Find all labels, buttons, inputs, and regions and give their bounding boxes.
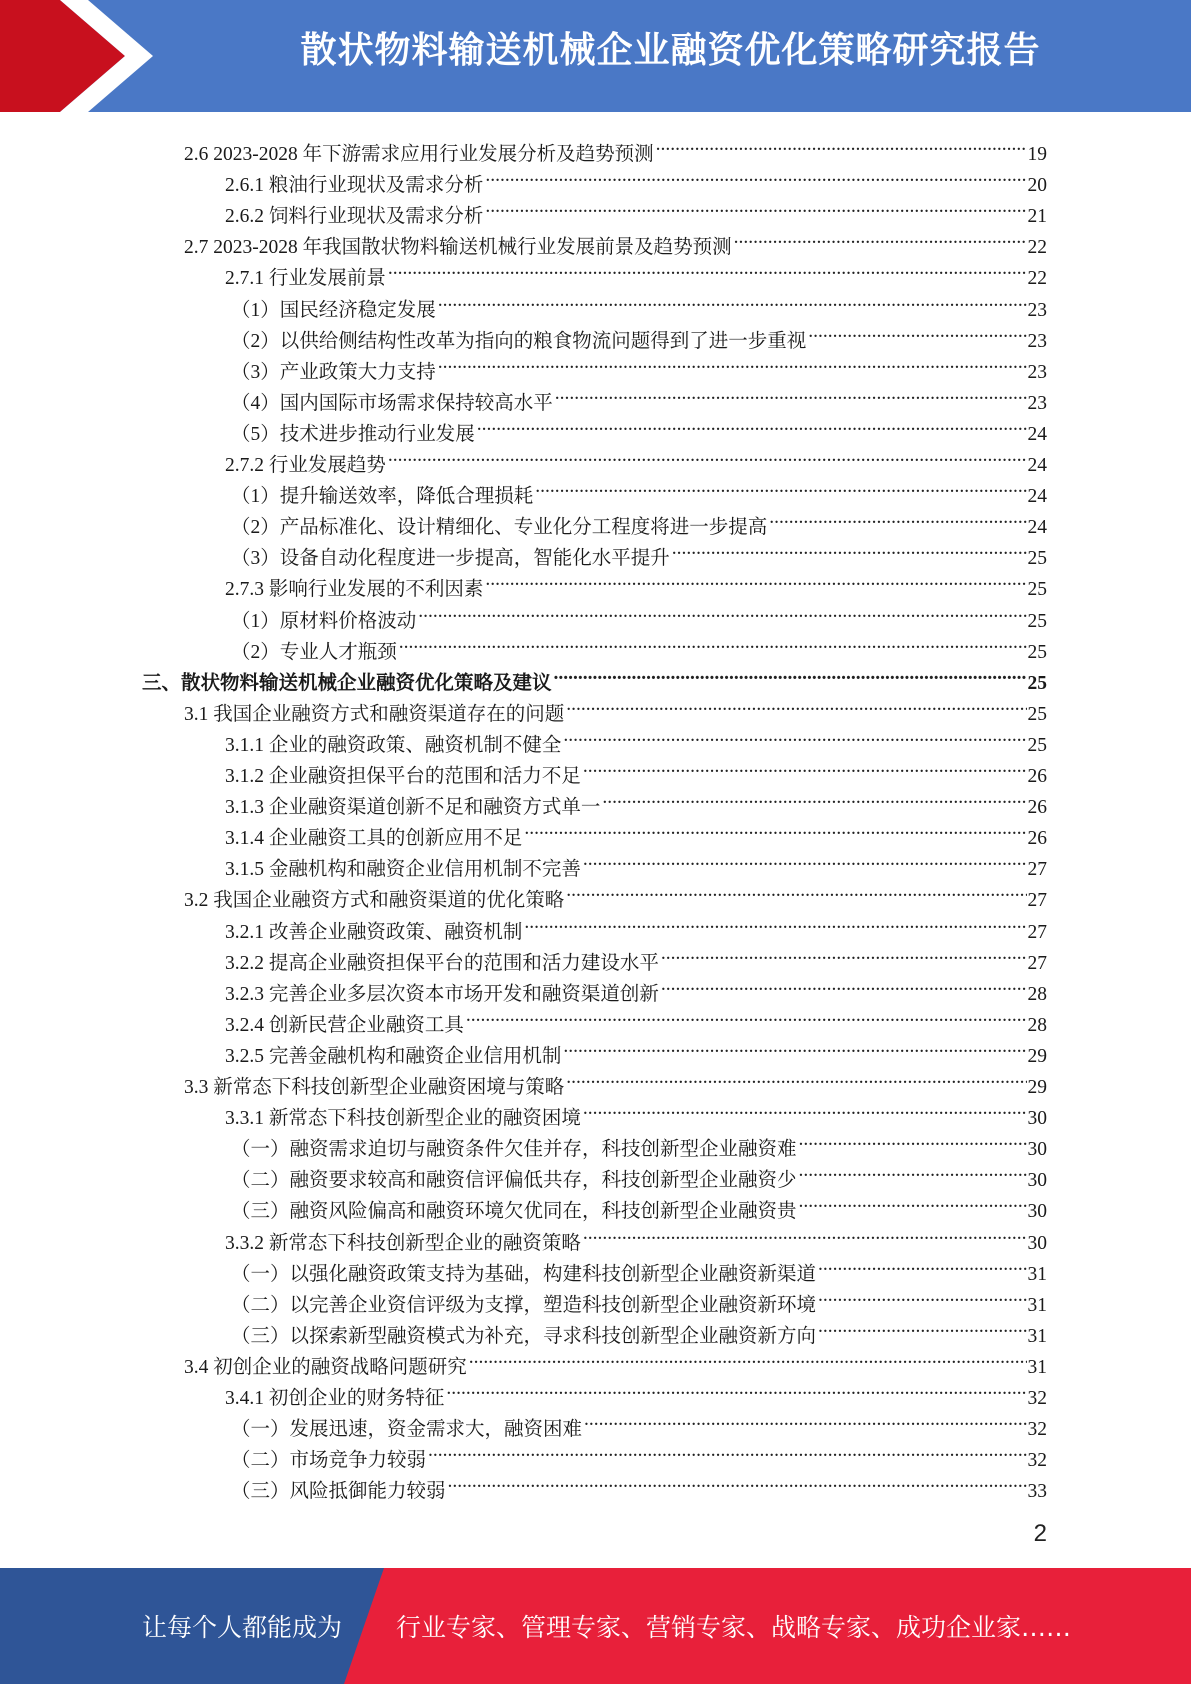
toc-entry-title: 3.1.3 企业融资渠道创新不足和融资方式单一 [225,797,601,819]
toc-entry[interactable] [231,1280,1047,1316]
toc-entry[interactable] [225,1093,1047,1130]
toc-entry[interactable] [225,253,1047,290]
toc-entry-page: 28 [1027,1014,1047,1036]
toc-leader-dots [524,813,1026,844]
toc-entry-title: （二）融资要求较高和融资信评偏低共存，科技创新型企业融资少 [231,1170,797,1192]
toc-leader-dots [672,533,1027,564]
toc-entry-page: 25 [1027,548,1047,570]
toc-entry[interactable] [231,1155,1047,1192]
toc-leader-dots [555,378,1027,409]
toc-entry-title: （2）以供给侧结构性改革为指向的粮食物流问题得到了进一步重视 [231,330,807,352]
toc-entry[interactable] [231,316,1047,352]
toc-entry[interactable] [225,938,1047,974]
toc-leader-dots [818,1280,1026,1311]
toc-leader-dots [661,969,1027,1000]
toc-entry-page: 21 [1027,206,1047,228]
toc-entry-title: （4）国内国际市场需求保持较高水平 [231,392,553,414]
toc-entry[interactable] [231,1249,1047,1285]
toc-entry-title: 2.7.1 行业发展前景 [225,268,386,290]
toc-entry[interactable] [231,1186,1047,1223]
toc-entry-title: （2）专业人才瓶颈 [231,641,397,663]
toc-entry-page: 29 [1027,1077,1047,1098]
toc-entry-title: （1）提升输送效率，降低合理损耗 [231,486,534,508]
toc-leader-dots [428,1435,1026,1466]
toc-entry-title: 3.1.5 金融机构和融资企业信用机制不完善 [225,859,581,881]
toc-leader-dots [583,1093,1027,1124]
page-header [0,0,1191,112]
toc-entry-title: （三）风险抵御能力较弱 [231,1481,446,1503]
toc-entry[interactable] [142,658,1047,694]
toc-leader-dots [388,440,1027,471]
toc-entry-title: 3.1.4 企业融资工具的创新应用不足 [225,828,523,850]
toc-entry-title: 3.4.1 初创企业的财务特征 [225,1388,445,1409]
toc-entry-title: （一）以强化融资政策支持为基础，构建科技创新型企业融资新渠道 [231,1263,817,1285]
toc-entry-page: 19 [1027,144,1047,165]
toc-leader-dots [438,285,1027,316]
toc-entry-title: （1）原材料价格波动 [231,610,417,632]
toc-entry-page: 24 [1027,455,1047,476]
toc-entry-title: （1）国民经济稳定发展 [231,299,436,321]
toc-entry-title: 2.7.3 影响行业发展的不利因素 [225,579,484,601]
toc-entry-title: （三）融资风险偏高和融资环境欠优同在，科技创新型企业融资贵 [231,1201,797,1223]
toc-leader-dots [399,627,1027,658]
toc-entry[interactable] [225,844,1047,881]
toc-entry-page: 25 [1027,641,1047,663]
toc-leader-dots [769,502,1026,533]
toc-entry-title: 3.3.1 新常态下科技创新型企业的融资困境 [225,1108,581,1130]
toc-entry[interactable] [184,1342,1047,1378]
toc-leader-dots [485,191,1026,222]
toc-leader-dots [485,160,1026,191]
toc-entry-title: （3）产业政策大力支持 [231,361,436,383]
toc-entry-page: 20 [1027,175,1047,197]
toc-leader-dots [799,1155,1027,1186]
toc-entry-page: 24 [1027,517,1047,539]
toc-leader-dots [563,720,1026,751]
toc-entry-page: 27 [1027,890,1047,912]
toc-entry-title: 2.6.1 粮油行业现状及需求分析 [225,175,484,197]
toc-leader-dots [799,1124,1027,1155]
footer-slogan-left: 让每个人都能成为 [142,1613,343,1642]
toc-entry-title: 3.3 新常态下科技创新型企业融资困境与策略 [184,1077,565,1098]
toc-entry-page: 26 [1027,797,1047,819]
toc-entry-page: 22 [1027,268,1047,290]
toc-leader-dots [566,1062,1026,1093]
toc-entry-title: 3.2.3 完善企业多层次资本市场开发和融资渠道创新 [225,983,659,1005]
toc-entry[interactable] [184,222,1047,259]
toc-leader-dots [477,409,1027,440]
toc-entry-page: 25 [1027,734,1047,756]
toc-leader-dots [818,1249,1026,1280]
toc-entry-title: 3.1.2 企业融资担保平台的范围和活力不足 [225,766,581,787]
toc-entry-page: 24 [1027,486,1047,508]
toc-entry-page: 32 [1027,1450,1047,1472]
page-footer [0,1568,1191,1684]
toc-entry[interactable] [225,440,1047,476]
toc-leader-dots [469,1342,1027,1373]
toc-entry[interactable] [231,378,1047,414]
toc-entry-title: （一）融资需求迫切与融资条件欠佳并存，科技创新型企业融资难 [231,1139,797,1161]
toc-entry-page: 31 [1027,1294,1047,1316]
toc-entry-title: 三、散状物料输送机械企业融资优化策略及建议 [142,672,552,694]
toc-entry[interactable] [231,285,1047,321]
toc-entry[interactable] [225,907,1047,943]
toc-leader-dots [602,782,1026,813]
toc-entry-page: 23 [1027,361,1047,383]
toc-entry[interactable] [231,471,1047,508]
toc-entry[interactable] [231,502,1047,539]
toc-entry-page: 31 [1027,1356,1047,1378]
toc-leader-dots [448,1466,1027,1497]
toc-entry-page: 26 [1027,766,1047,787]
toc-entry-title: 3.4 初创企业的融资战略问题研究 [184,1356,467,1378]
toc-entry-page: 33 [1027,1481,1047,1503]
toc-leader-dots [566,689,1026,720]
toc-entry[interactable] [225,564,1047,601]
toc-entry-page: 23 [1027,330,1047,352]
toc-entry[interactable] [231,1435,1047,1472]
toc-leader-dots [524,907,1026,938]
toc-entry-title: 2.7.2 行业发展趋势 [225,455,386,476]
toc-entry-title: （三）以探索新型融资模式为补充，寻求科技创新型企业融资新方向 [231,1325,817,1347]
toc-entry[interactable] [225,1218,1047,1254]
toc-entry[interactable] [184,1062,1047,1098]
toc-entry-title: 3.2 我国企业融资方式和融资渠道的优化策略 [184,890,565,912]
toc-entry[interactable] [231,1311,1047,1347]
report-title: 散状物料输送机械企业融资优化策略研究报告 [300,30,1041,71]
toc-entry[interactable] [225,1031,1047,1067]
toc-leader-dots [563,1031,1026,1062]
toc-entry-title: 3.1 我国企业融资方式和融资渠道存在的问题 [184,703,565,725]
toc-leader-dots [566,875,1026,906]
toc-entry-page: 25 [1027,672,1047,694]
toc-entry[interactable] [225,1373,1047,1409]
toc-leader-dots [554,658,1027,689]
toc-entry-page: 23 [1027,299,1047,321]
toc-entry-page: 24 [1027,423,1047,445]
toc-entry[interactable] [184,689,1047,725]
toc-entry-page: 32 [1027,1419,1047,1441]
toc-entry-title: （5）技术进步推动行业发展 [231,423,475,445]
toc-leader-dots [583,1218,1027,1249]
footer-slogan-right: 行业专家、管理专家、营销专家、战略专家、成功企业家…… [396,1613,1072,1642]
toc-entry-page: 28 [1027,983,1047,1005]
toc-entry-page: 27 [1027,859,1047,881]
toc-entry[interactable] [231,627,1047,663]
toc-entry[interactable] [225,1000,1047,1036]
toc-leader-dots [661,938,1027,969]
toc-leader-dots [466,1000,1027,1031]
toc-leader-dots [734,222,1027,253]
toc-entry[interactable] [225,160,1047,197]
toc-entry-page: 27 [1027,921,1047,943]
toc-entry-page: 25 [1027,703,1047,725]
toc-entry[interactable] [225,191,1047,228]
page-number: 2 [1033,1520,1047,1547]
toc-entry[interactable] [231,347,1047,383]
toc-leader-dots [418,596,1026,627]
toc-entry-title: 3.2.2 提高企业融资担保平台的范围和活力建设水平 [225,952,659,974]
toc-entry-title: 3.3.2 新常态下科技创新型企业的融资策略 [225,1232,581,1254]
toc-entry-title: 2.7 2023-2028 年我国散状物料输送机械行业发展前景及趋势预测 [184,237,732,259]
toc-entry-title: （二）市场竞争力较弱 [231,1450,427,1472]
toc-entry-title: （二）以完善企业资信评级为支撑，塑造科技创新型企业融资新环境 [231,1294,817,1316]
toc-leader-dots [535,471,1026,502]
toc-entry-page: 26 [1027,828,1047,850]
toc-leader-dots [388,253,1027,284]
toc-entry-title: 3.2.1 改善企业融资政策、融资机制 [225,921,523,943]
toc-entry-page: 30 [1027,1170,1047,1192]
toc-entry[interactable] [225,969,1047,1005]
toc-entry-page: 25 [1027,579,1047,601]
toc-entry[interactable] [184,875,1047,912]
toc-entry-page: 32 [1027,1388,1047,1409]
toc-leader-dots [584,1404,1026,1435]
toc-leader-dots [656,129,1027,160]
toc-entry[interactable] [231,409,1047,445]
toc-entry[interactable] [231,533,1047,570]
toc-entry-page: 29 [1027,1045,1047,1067]
toc-entry-title: 2.6 2023-2028 年下游需求应用行业发展分析及趋势预测 [184,144,654,165]
toc-entry-page: 22 [1027,237,1047,259]
toc-leader-dots [485,564,1026,595]
toc-entry-page: 30 [1027,1108,1047,1130]
toc-leader-dots [438,347,1027,378]
toc-entry-title: 3.1.1 企业的融资政策、融资机制不健全 [225,734,562,756]
toc-entry-page: 25 [1027,610,1047,632]
toc-entry[interactable] [225,782,1047,819]
toc-entry-title: （一）发展迅速，资金需求大，融资困难 [231,1419,583,1441]
toc-leader-dots [818,1311,1026,1342]
toc-entry-page: 30 [1027,1201,1047,1223]
toc-entry[interactable] [225,813,1047,850]
toc-entry[interactable] [225,720,1047,756]
toc-leader-dots [583,844,1027,875]
toc-leader-dots [799,1186,1027,1217]
toc-entry-title: 3.2.5 完善金融机构和融资企业信用机制 [225,1045,562,1067]
toc-entry[interactable] [231,1466,1047,1503]
toc-entry-page: 23 [1027,392,1047,414]
toc-leader-dots [583,751,1027,782]
toc-entry-title: 3.2.4 创新民营企业融资工具 [225,1014,464,1036]
toc-entry-page: 27 [1027,952,1047,974]
toc-entry-title: 2.6.2 饲料行业现状及需求分析 [225,206,484,228]
toc-leader-dots [446,1373,1026,1404]
toc-entry-page: 30 [1027,1232,1047,1254]
toc-leader-dots [808,316,1026,347]
toc-entry-page: 31 [1027,1263,1047,1285]
toc-entry[interactable] [231,1404,1047,1441]
toc-entry[interactable] [225,751,1047,787]
toc-entry-title: （2）产品标准化、设计精细化、专业化分工程度将进一步提高 [231,517,768,539]
toc-entry[interactable] [231,1124,1047,1161]
toc-entry-page: 31 [1027,1325,1047,1347]
toc-entry[interactable] [231,596,1047,632]
toc-entry-title: （3）设备自动化程度进一步提高，智能化水平提升 [231,548,670,570]
toc-entry[interactable] [184,129,1047,165]
toc-entry-page: 30 [1027,1139,1047,1161]
